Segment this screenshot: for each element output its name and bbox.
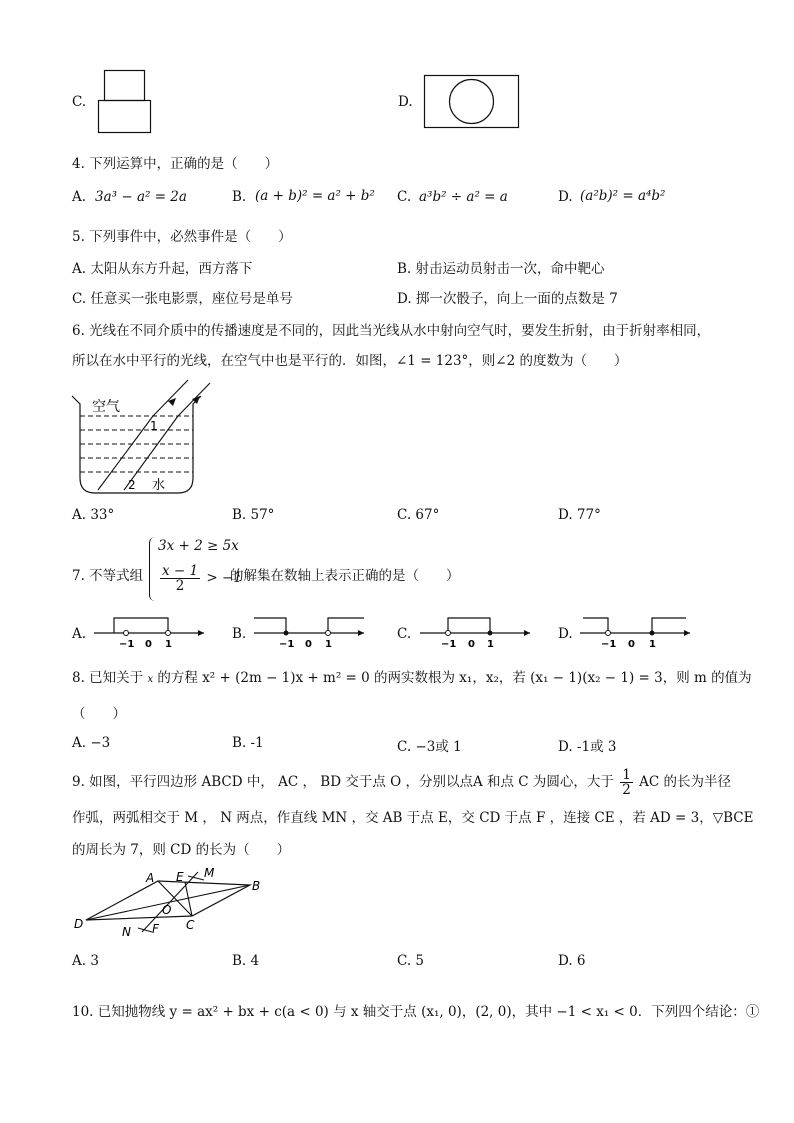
q7-system-brace xyxy=(149,537,156,601)
q9-option-a: A. 3 xyxy=(72,953,99,969)
q9-stem-line3: 的周长为 7，则 CD 的长为（ ） xyxy=(72,842,291,858)
tick-label: 0 xyxy=(145,639,152,650)
q6-label-angle1: 1 xyxy=(150,419,158,433)
q8-stem-part: 的方程 x² + (2m − 1)x + m² = 0 的两实数根为 x₁，x₂，若 (x₁ − 1)(x₂ − 1) = 3，则 m 的值为 xyxy=(157,670,752,686)
q8-stem-part: 8. 已知关于 xyxy=(72,670,144,686)
q8-stem-line2: （ ） xyxy=(72,706,126,722)
q7-option-b-label: B. xyxy=(232,626,247,642)
q7-frac-num: x − 1 xyxy=(162,563,199,579)
tick-label: 0 xyxy=(305,639,312,650)
q4-option-a-expr: 3a³ − a² = 2a xyxy=(95,189,187,205)
q5-option-c: C. 任意买一张电影票，座位号是单号 xyxy=(72,291,293,307)
q7-option-c-numberline xyxy=(418,612,534,650)
q6-stem-line2: 所以在水中平行的光线，在空气中也是平行的．如图，∠1 = 123°，则∠2 的度数为（ ） xyxy=(72,353,628,369)
q9-point-e: E xyxy=(176,870,184,884)
q9-point-b: B xyxy=(252,879,261,893)
q9-parallelogram-figure xyxy=(70,862,270,944)
q3-option-c-figure xyxy=(96,68,154,136)
q9-stem-line1 xyxy=(72,768,731,797)
tick-label: 1 xyxy=(165,639,172,650)
q5-option-a: A. 太阳从东方升起，西方落下 xyxy=(72,261,253,277)
q9-point-d: D xyxy=(74,917,84,931)
tick-label: 1 xyxy=(649,639,656,650)
q8-option-a: A. −3 xyxy=(72,735,111,751)
q7-option-b-numberline xyxy=(252,612,368,650)
q4-stem: 4. 下列运算中，正确的是（ ） xyxy=(72,156,279,172)
q7-option-a-numberline xyxy=(92,612,208,650)
q9-point-n: N xyxy=(122,925,131,939)
tick-label: −1 xyxy=(119,639,135,650)
tick-label: 1 xyxy=(487,639,494,650)
q4-option-c-label: C. xyxy=(397,189,412,205)
q9-option-b: B. 4 xyxy=(232,953,260,969)
q7-option-c-label: C. xyxy=(397,626,412,642)
q9-point-a: A xyxy=(146,871,155,885)
q10-stem-line1: 10. 已知抛物线 y = ax² + bx + c(a < 0) 与 x 轴交于点 (x₁, 0)，(2, 0)，其中 −1 < x₁ < 0．下列四个结论：① xyxy=(72,1004,760,1020)
q9-point-m: M xyxy=(204,866,215,880)
q5-stem: 5. 下列事件中，必然事件是（ ） xyxy=(72,229,292,245)
q7-prefix: 7. 不等式组 xyxy=(72,568,144,584)
q5-option-b: B. 射击运动员射击一次，命中靶心 xyxy=(397,261,605,277)
q9-point-f: F xyxy=(152,922,159,936)
q4-option-b-label: B. xyxy=(232,189,247,205)
q4-option-a-label: A. xyxy=(72,189,87,205)
tick-label: −1 xyxy=(441,639,457,650)
q9-frac-num: 1 xyxy=(622,767,631,783)
tick-label: −1 xyxy=(601,639,617,650)
q9-stem-line2: 作弧，两弧相交于 M ， N 两点，作直线 MN ，交 AB 于点 E，交 CD 于点 F ，连接 CE ，若 AD = 3，▽BCE xyxy=(72,810,754,826)
q7-ineq2-rest: > −1 xyxy=(206,570,242,586)
q9-option-d: D. 6 xyxy=(558,953,586,969)
q9-point-o: O xyxy=(162,903,172,917)
q4-option-d-label: D. xyxy=(558,189,573,205)
q7-option-d-numberline xyxy=(578,612,694,650)
q7-suffix: 的解集在数轴上表示正确的是（ ） xyxy=(230,568,460,584)
q6-label-water: 水 xyxy=(152,478,166,493)
tick-label: −1 xyxy=(279,639,295,650)
q6-option-d: D. 77° xyxy=(558,507,601,523)
q8-option-c: C. −3或 1 xyxy=(397,739,462,755)
q5-option-d: D. 掷一次骰子，向上一面的点数是 7 xyxy=(397,291,618,307)
q6-option-c: C. 67° xyxy=(397,507,440,523)
tick-label: 0 xyxy=(628,639,635,650)
q8-option-b: B. -1 xyxy=(232,735,264,751)
tick-label: 0 xyxy=(468,639,475,650)
q8-option-d: D. -1或 3 xyxy=(558,739,617,755)
q6-label-air: 空气 xyxy=(92,399,120,415)
q8-stem-line1 xyxy=(72,666,752,686)
q9-stem-part: AC 的长为半径 xyxy=(639,774,731,790)
q6-label-angle2: 2 xyxy=(128,478,136,492)
tick-label: 1 xyxy=(325,639,332,650)
q4-option-b-expr: (a + b)² = a² + b² xyxy=(255,188,375,204)
q7-option-a-label: A. xyxy=(72,626,87,642)
q4-option-d-expr: (a²b)² = a⁴b² xyxy=(580,188,666,204)
q3-option-d-label: D. xyxy=(398,94,413,110)
q6-refraction-figure xyxy=(68,378,214,500)
q9-point-c: C xyxy=(186,918,195,932)
q7-option-d-label: D. xyxy=(558,626,573,642)
q9-stem-part: 9. 如图，平行四边形 ABCD 中， AC ， BD 交于点 O ，分别以点A 和点 C 为圆心，大于 xyxy=(72,774,614,790)
q7-frac-den: 2 xyxy=(175,578,185,594)
q6-option-b: B. 57° xyxy=(232,507,275,523)
q3-option-d-figure xyxy=(422,73,522,131)
q6-stem-line1: 6. 光线在不同介质中的传播速度是不同的，因此当光线从水中射向空气时，要发生折射，由于折射率相同， xyxy=(72,323,711,339)
q7-inequality-1: 3x + 2 ≥ 5x xyxy=(158,538,239,554)
q8-var-x: x xyxy=(147,674,154,685)
q9-frac-den: 2 xyxy=(622,782,631,798)
q3-option-c-label: C. xyxy=(72,94,87,110)
q4-option-c-expr: a³b² ÷ a² = a xyxy=(419,189,508,205)
q6-option-a: A. 33° xyxy=(72,507,115,523)
q9-option-c: C. 5 xyxy=(397,953,425,969)
